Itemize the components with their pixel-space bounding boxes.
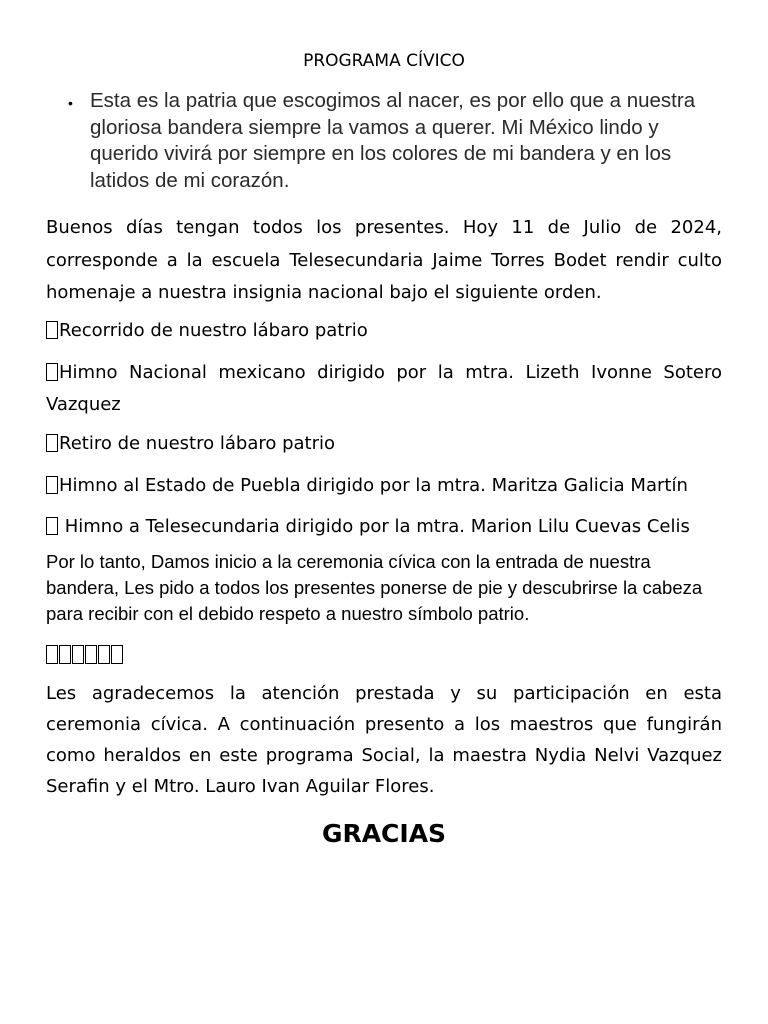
program-item xyxy=(46,511,722,543)
program-item-text: Himno al Estado de Puebla dirigido por la mtra. Maritza Galicia Martín xyxy=(59,475,688,496)
program-item-text: Retiro de nuestro lábaro patrio xyxy=(59,433,336,454)
missing-glyph-icon xyxy=(72,645,84,664)
document-title: PROGRAMA CÍVICO xyxy=(303,51,465,71)
missing-glyph-row xyxy=(46,645,123,667)
footer-heading: GRACIAS xyxy=(321,819,447,848)
missing-glyph-icon xyxy=(46,363,58,381)
bullet-text: Esta es la patria que escogimos al nacer, es por ello que a nuestra gloriosa bandera siempre la vamos a querer. Mi México lindo y querido vivirá por siempre en los colores de mi bandera y en los latidos de mi corazón. xyxy=(90,89,696,192)
closing-paragraph: Les agradecemos la atención prestada y su participación en esta ceremonia cívica. A continuación presento a los maestros que fungirán como heraldos en este programa Social, la maestra Nydia Nelvi Vazquez Serafin y el Mtro. Lauro Ivan Aguilar Flores. xyxy=(46,683,722,797)
missing-glyph-icon xyxy=(98,645,110,664)
missing-glyph-icon xyxy=(46,517,58,535)
program-item xyxy=(46,315,722,347)
program-item-text: Himno Nacional mexicano dirigido por la mtra. Lizeth Ivonne Sotero Vazquez xyxy=(46,362,722,415)
bullet-marker: • xyxy=(68,95,73,111)
missing-glyph-icon xyxy=(85,645,97,664)
missing-glyph-icon xyxy=(46,434,58,452)
missing-glyph-icon xyxy=(46,476,58,494)
missing-glyph-icon xyxy=(111,645,123,664)
bullet-paragraph xyxy=(60,88,720,194)
program-item-text: Recorrido de nuestro lábaro patrio xyxy=(59,320,368,341)
missing-glyph-icon xyxy=(59,645,71,664)
intro-paragraph: Buenos días tengan todos los presentes. Hoy 11 de Julio de 2024, corresponde a la escuela Telesecundaria Jaime Torres Bodet rendir culto homenaje a nuestra insignia nacional bajo el siguiente orden. xyxy=(46,217,722,303)
missing-glyph-icon xyxy=(46,321,58,339)
program-item xyxy=(46,357,722,421)
missing-glyph-icon xyxy=(46,645,58,664)
opening-paragraph: Por lo tanto, Damos inicio a la ceremonia cívica con la entrada de nuestra bandera, Les pido a todos los presentes ponerse de pie y descubrirse la cabeza para recibir con el debido respeto a nuestro símbolo patrio. xyxy=(46,551,703,624)
program-item xyxy=(46,470,722,502)
program-item xyxy=(46,428,722,460)
program-item-text: Himno a Telesecundaria dirigido por la mtra. Marion Lilu Cuevas Celis xyxy=(59,516,690,537)
